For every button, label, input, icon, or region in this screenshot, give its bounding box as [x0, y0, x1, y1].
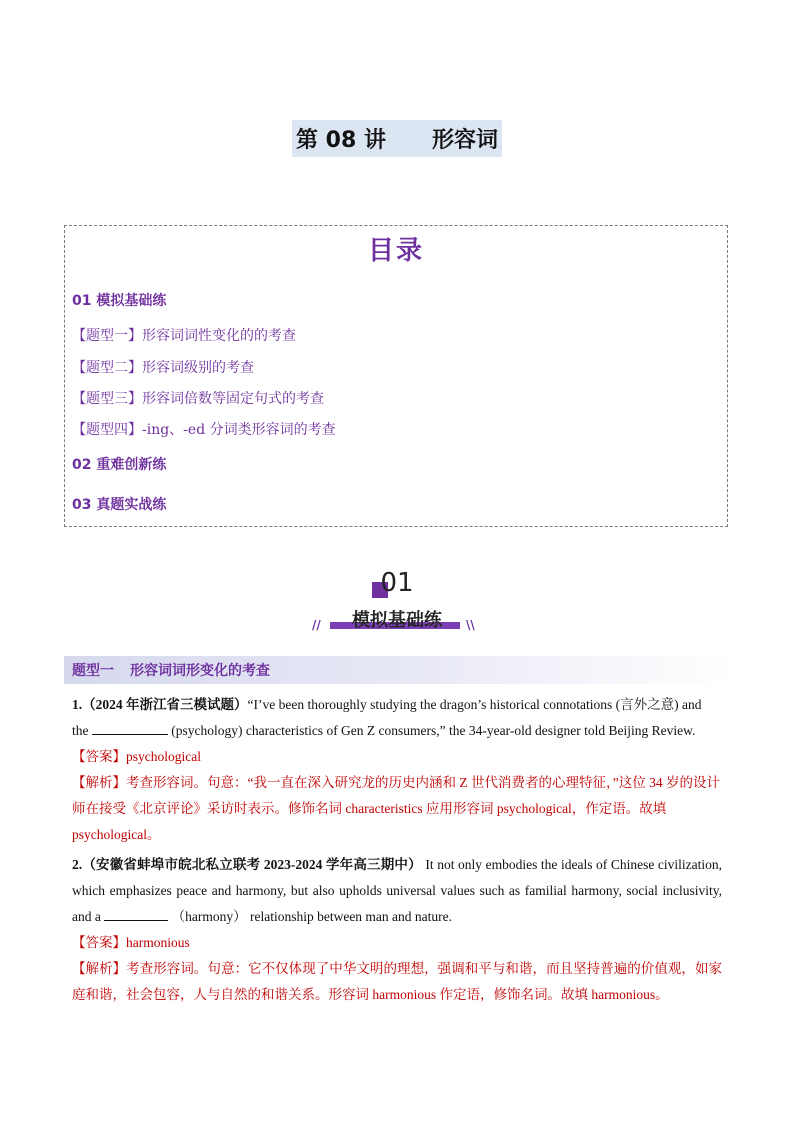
question-1-blank[interactable]	[92, 720, 168, 735]
toc-section-02[interactable]: 02 重难创新练	[72, 457, 167, 473]
page-title-left: 第 08 讲	[296, 128, 386, 153]
question-1-source: （2024 年浙江省三模试题）	[82, 697, 248, 712]
type-heading-title: 形容词词形变化的考查	[130, 663, 270, 679]
answer-label: 【答案】	[72, 749, 126, 764]
page-title-wrap	[0, 120, 794, 157]
question-2-blank[interactable]	[104, 906, 168, 921]
type-heading	[72, 660, 270, 680]
question-2-text	[72, 852, 722, 930]
toc-section-01[interactable]: 01 模拟基础练	[72, 293, 167, 309]
type-heading-bar	[64, 656, 730, 684]
toc-subitem-3[interactable]: 【题型三】形容词倍数等固定句式的考查	[72, 391, 324, 407]
question-1-answer-value: psychological	[126, 749, 201, 764]
toc-subitem-4[interactable]: 【题型四】-ing、-ed 分词类形容词的考查	[72, 422, 336, 438]
question-1	[72, 692, 722, 848]
question-2-text-b: （harmony） relationship between man and nature.	[168, 909, 453, 924]
toc-subitem-1[interactable]: 【题型一】形容词词性变化的的考查	[72, 328, 296, 344]
table-of-contents	[64, 225, 728, 527]
question-1-text-1: “I’ve been thoroughly studying the dragon’s historical connotations (言外之意) and	[247, 697, 702, 712]
analysis-label: 【解析】	[72, 961, 127, 976]
question-2-text-a: It not only embodies the ideals of Chinese civilization, which emphasizes peace and harmony, but also upholds universal values such as familial harmony, social inclusivity, and a	[72, 857, 723, 924]
section-badge	[0, 566, 794, 636]
question-1-analysis	[72, 770, 722, 848]
question-2-answer-value: harmonious	[126, 935, 190, 950]
question-1-line-1	[72, 692, 722, 718]
page-title-right: 形容词	[431, 128, 498, 153]
toc-subitem-2[interactable]: 【题型二】形容词级别的考查	[72, 360, 254, 376]
type-heading-label: 题型一	[72, 663, 114, 679]
question-1-text-2b: (psychology) characteristics of Gen Z consumers,” the 34-year-old designer told Beijing Review.	[167, 723, 696, 738]
question-1-answer	[72, 744, 722, 770]
question-1-number: 1.	[72, 697, 83, 712]
question-2-analysis	[72, 956, 722, 1008]
question-2-source: （安徽省蚌埠市皖北私立联考 2023-2024 学年高三期中）	[82, 857, 422, 872]
section-name: 模拟基础练	[352, 610, 442, 631]
question-2-analysis-text: 考查形容词。句意：它不仅体现了中华文明的理想，强调和平与和谐，而且坚持普遍的价值观，如家庭和谐，社会包容，人与自然的和谐关系。形容词 harmonious 作定语，修饰名词。故填 harmonious。	[72, 961, 723, 1002]
question-1-line-2	[72, 718, 722, 744]
analysis-label: 【解析】	[72, 775, 126, 790]
toc-section-03[interactable]: 03 真题实战练	[72, 497, 167, 513]
toc-heading: 目录	[367, 236, 424, 266]
question-2-answer	[72, 930, 722, 956]
question-1-text-2a: the	[72, 723, 92, 738]
section-right-mark: \\	[466, 618, 475, 632]
section-number: 01	[380, 568, 414, 598]
question-1-analysis-text: 考查形容词。句意：“我一直在深入研究龙的历史内涵和 Z 世代消费者的心理特征，”这位 34 岁的设计师在接受《北京评论》采访时表示。修饰名词 characteristics 应用形容词 psychological，作定语。故填 psychological。	[72, 775, 720, 842]
section-left-mark: //	[312, 618, 321, 632]
question-2-number: 2.	[72, 857, 83, 872]
page-title	[292, 120, 502, 157]
question-2	[72, 852, 722, 1008]
answer-label: 【答案】	[72, 935, 126, 950]
